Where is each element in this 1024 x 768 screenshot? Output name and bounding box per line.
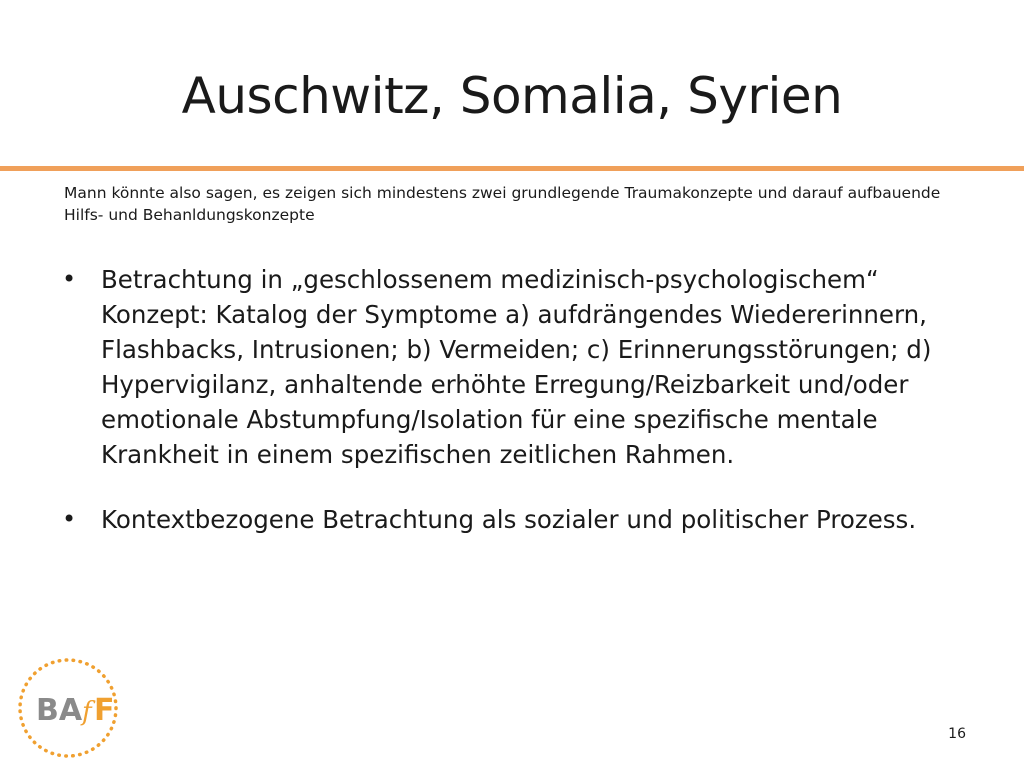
bullet-dot-icon: • [62, 505, 77, 533]
bullet-dot-icon: • [62, 265, 77, 293]
bullet-list [60, 262, 980, 537]
bullet-text: Kontextbezogene Betrachtung als sozialer und politischer Prozess. [101, 505, 917, 534]
logo-text-f-small: f [82, 697, 92, 727]
page-number: 16 [948, 726, 966, 742]
slide-title: Auschwitz, Somalia, Syrien [181, 67, 843, 125]
bullet-text: Betrachtung in „geschlossenem medizinisch-psychologischem“ Konzept: Katalog der Symptome a) aufdrängendes Wiedererinnern, Flashbacks, Intrusionen; b) Vermeiden; c) Erinnerungsstörungen; d) Hypervigilanz, anhaltende erhöhte Erregung/Reizbarkeit und/oder emotionale Abstumpfung/Isolation für eine spezifische mentale Krankheit in einem spezifischen zeitlichen Rahmen. [101, 265, 932, 469]
intro-text: Mann könnte also sagen, es zeigen sich mindestens zwei grundlegende Traumakonzepte und darauf aufbauende Hilfs- und Behanldungskonzepte [64, 184, 941, 224]
logo-text-ba: BA [36, 693, 83, 728]
bullet-item [60, 502, 980, 537]
title-divider [0, 166, 1024, 171]
baff-logo [8, 654, 128, 762]
bullet-item [60, 262, 980, 472]
logo-text-f: F [94, 693, 115, 728]
